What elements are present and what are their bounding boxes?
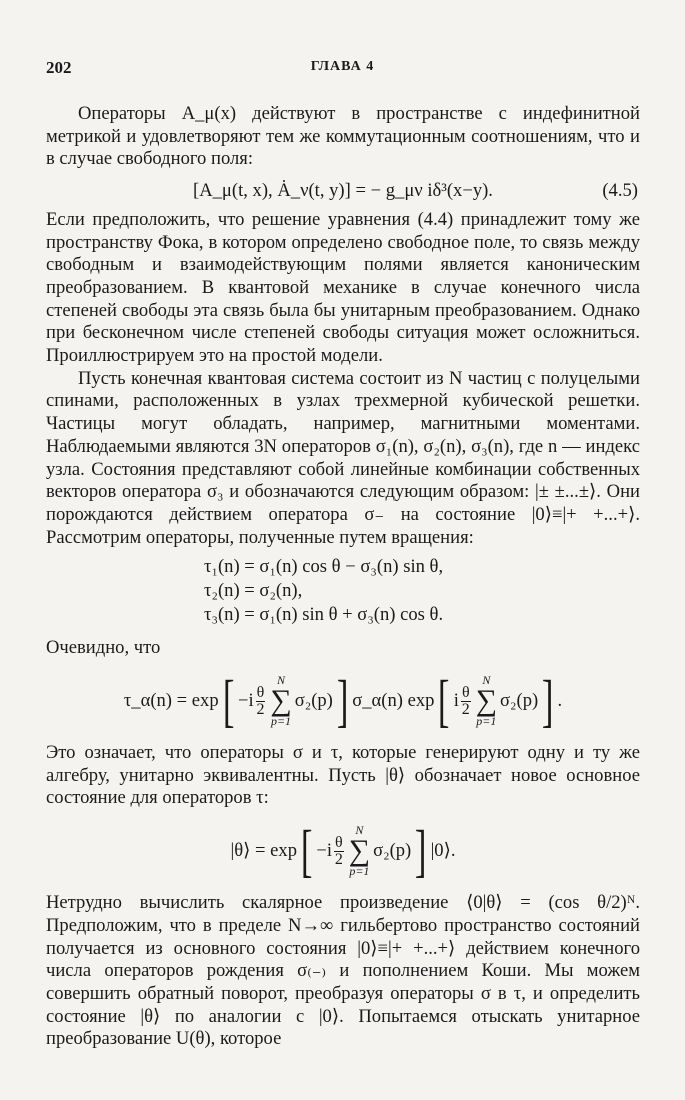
eq-tau-sigma2-right: σ₂(p) xyxy=(500,689,539,711)
eq-theta-lhs: |θ⟩ = exp xyxy=(230,839,298,861)
rotation-eq-3: τ₃(n) = σ₁(n) sin θ + σ₃(n) cos θ. xyxy=(204,604,444,626)
sum-symbol: N ∑ p=1 xyxy=(475,673,498,729)
sum-symbol: N ∑ p=1 xyxy=(270,673,292,729)
eq-theta-rhs: |0⟩. xyxy=(430,839,456,861)
paragraph-scalar-product: Нетрудно вычислить скалярное произведение ⟨0|θ⟩ = (cos θ/2)ᴺ. Предположим, что в пределе N→∞ гильбертово пространство состояний получается из основного состояния |0⟩≡|+ +...+⟩ действием конечного числа операторов рождения σ₍₋₎ и пополнением Коши. Мы можем совершить обратный поворот, преобразуя операторы σ в τ, и определить состояние |θ⟩ по аналогии с |0⟩. Попытаемся отыскать унитарное преобразование U(θ), которое xyxy=(46,892,640,1050)
page-body xyxy=(46,103,640,1051)
equation-theta-state: |θ⟩ = exp [ −i $\frac{\theta}{2}$ N ∑ p=1 σ₂(p) ] |0⟩. xyxy=(230,818,456,884)
rotation-equations xyxy=(46,555,640,627)
paragraph-fock-space: Если предположить, что решение уравнения (4.4) принадлежит тому же пространству Фока, в котором определено свободное поле, то связь между свободным и взаимодействующим полями является каноническим преобразованием. В квантовой механике в случае конечного числа степеней свободы эта связь была бы унитарным преобразованием. Однако при бесконечном числе степеней свободы ситуация может осложниться. Проиллюстрируем это на простой модели. xyxy=(46,208,640,367)
eq-tau-mid: σ_α(n) exp xyxy=(352,689,435,711)
paragraph-operators: Операторы A_μ(x) действуют в пространстве с индефинитной метрикой и удовлетворяют тем же коммутационным соотношениям, что и в случае свободного поля: xyxy=(46,103,640,170)
eq-tau-left-i: −i xyxy=(237,689,254,711)
page-header xyxy=(46,58,639,82)
fraction-theta-2: $\frac{\theta}{2}$ xyxy=(461,683,470,718)
paragraph-obvious: Очевидно, что xyxy=(46,637,161,659)
eq-tau-sigma2-left: σ₂(p) xyxy=(294,689,333,711)
equation-4-5-text: [A_μ(t, x), Ȧ_ν(t, y)] = − g_μν iδ³(x−y). xyxy=(193,180,493,202)
equation-number: (4.5) xyxy=(602,180,638,202)
equation-tau-exp: τ_α(n) = exp [ −i $\frac{\theta}{2}$ N ∑ p=1 σ₂(p) ] σ_α(n) exp [ i $\frac{\theta}{2}$ N ∑ p=1 σ₂(p) ] . xyxy=(123,668,563,734)
equation-4-5 xyxy=(46,180,640,203)
paragraph-equivalence: Это означает, что операторы σ и τ, которые генерируют одну и ту же алгебру, унитарно эквивалентны. Пусть |θ⟩ обозначает новое основное состояние для операторов τ: xyxy=(46,742,640,809)
paragraph-lattice-model: Пусть конечная квантовая система состоит из N частиц с полуцелыми спинами, расположенных в узлах трехмерной кубической решетки. Частицы могут обладать, например, магнитными моментами. Наблюдаемыми являются 3N операторов σ₁(n), σ₂(n), σ₃(n), где n — индекс узла. Состояния представляют собой линейные комбинации собственных векторов оператора σ₃ и обозначаются следующим образом: |± ±...±⟩. Они порождаются действием оператора σ₋ на состояние |0⟩≡|+ +...+⟩. Рассмотрим операторы, полученные путем вращения: xyxy=(46,367,640,548)
fraction-theta-2: $\frac{\theta}{2}$ xyxy=(256,683,265,718)
rotation-eq-1: τ₁(n) = σ₁(n) cos θ − σ₃(n) sin θ, xyxy=(204,556,444,578)
eq-tau-lhs: τ_α(n) = exp xyxy=(123,689,219,711)
chapter-title: ГЛАВА 4 xyxy=(310,59,375,74)
fraction-theta-2: $\frac{\theta}{2}$ xyxy=(334,833,343,868)
page-number: 202 xyxy=(46,58,72,77)
rotation-eq-2: τ₂(n) = σ₂(n), xyxy=(204,580,303,602)
eq-tau-right-i: i xyxy=(453,689,459,711)
sum-symbol: N ∑ p=1 xyxy=(348,823,371,879)
